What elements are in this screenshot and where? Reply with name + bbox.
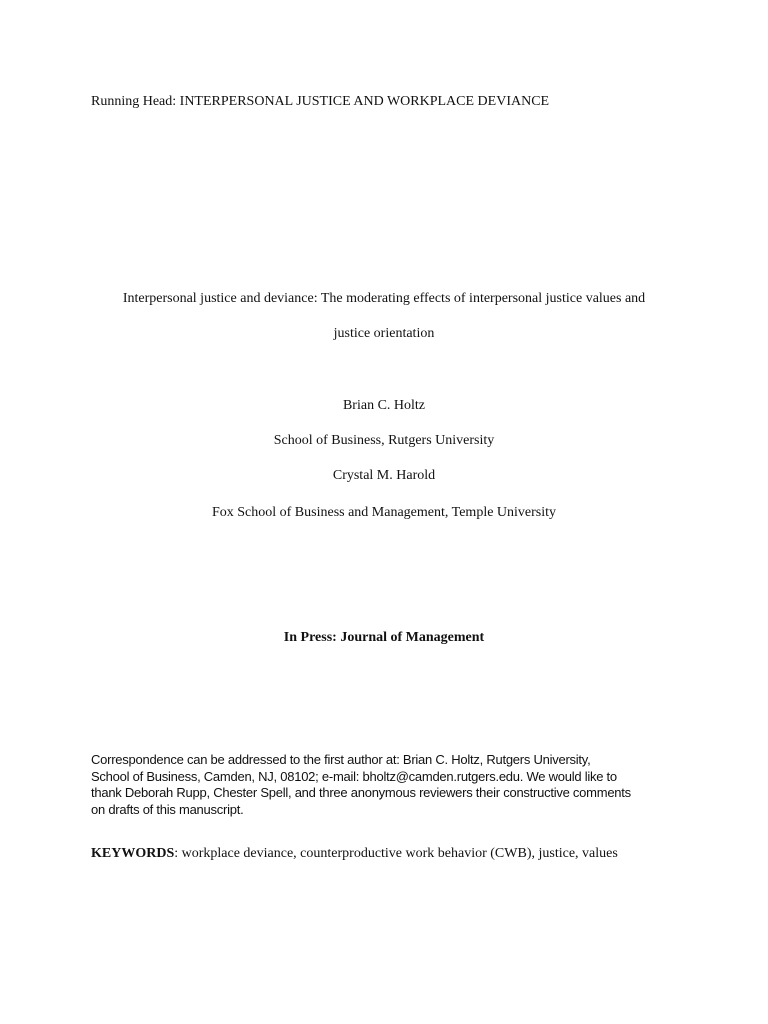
paper-title-line-1: Interpersonal justice and deviance: The moderating effects of interpersonal justice values and	[122, 291, 646, 306]
correspondence-line-3: thank Deborah Rupp, Chester Spell, and three anonymous reviewers their constructive comments	[91, 785, 631, 800]
running-head: Running Head: INTERPERSONAL JUSTICE AND WORKPLACE DEVIANCE	[91, 94, 550, 109]
correspondence-line-4: on drafts of this manuscript.	[91, 801, 244, 817]
keywords	[91, 845, 618, 863]
keywords-text: : workplace deviance, counterproductive work behavior (CWB), justice, values	[174, 846, 618, 861]
keywords-label: KEYWORDS	[91, 846, 175, 861]
author-name-2: Crystal M. Harold	[332, 468, 436, 483]
publication-status: In Press: Journal of Management	[283, 630, 485, 645]
author-affiliation-2: Fox School of Business and Management, Temple University	[211, 505, 557, 520]
correspondence-line-1: Correspondence can be addressed to the first author at: Brian C. Holtz, Rutgers University,	[91, 752, 591, 767]
correspondence-line-2: School of Business, Camden, NJ, 08102; e-mail: bholtz@camden.rutgers.edu. We would like to	[91, 768, 617, 784]
correspondence-note	[91, 752, 691, 818]
author-name-1: Brian C. Holtz	[342, 398, 426, 413]
paper-title-line-2: justice orientation	[333, 326, 435, 341]
author-affiliation-1: School of Business, Rutgers University	[273, 433, 495, 448]
